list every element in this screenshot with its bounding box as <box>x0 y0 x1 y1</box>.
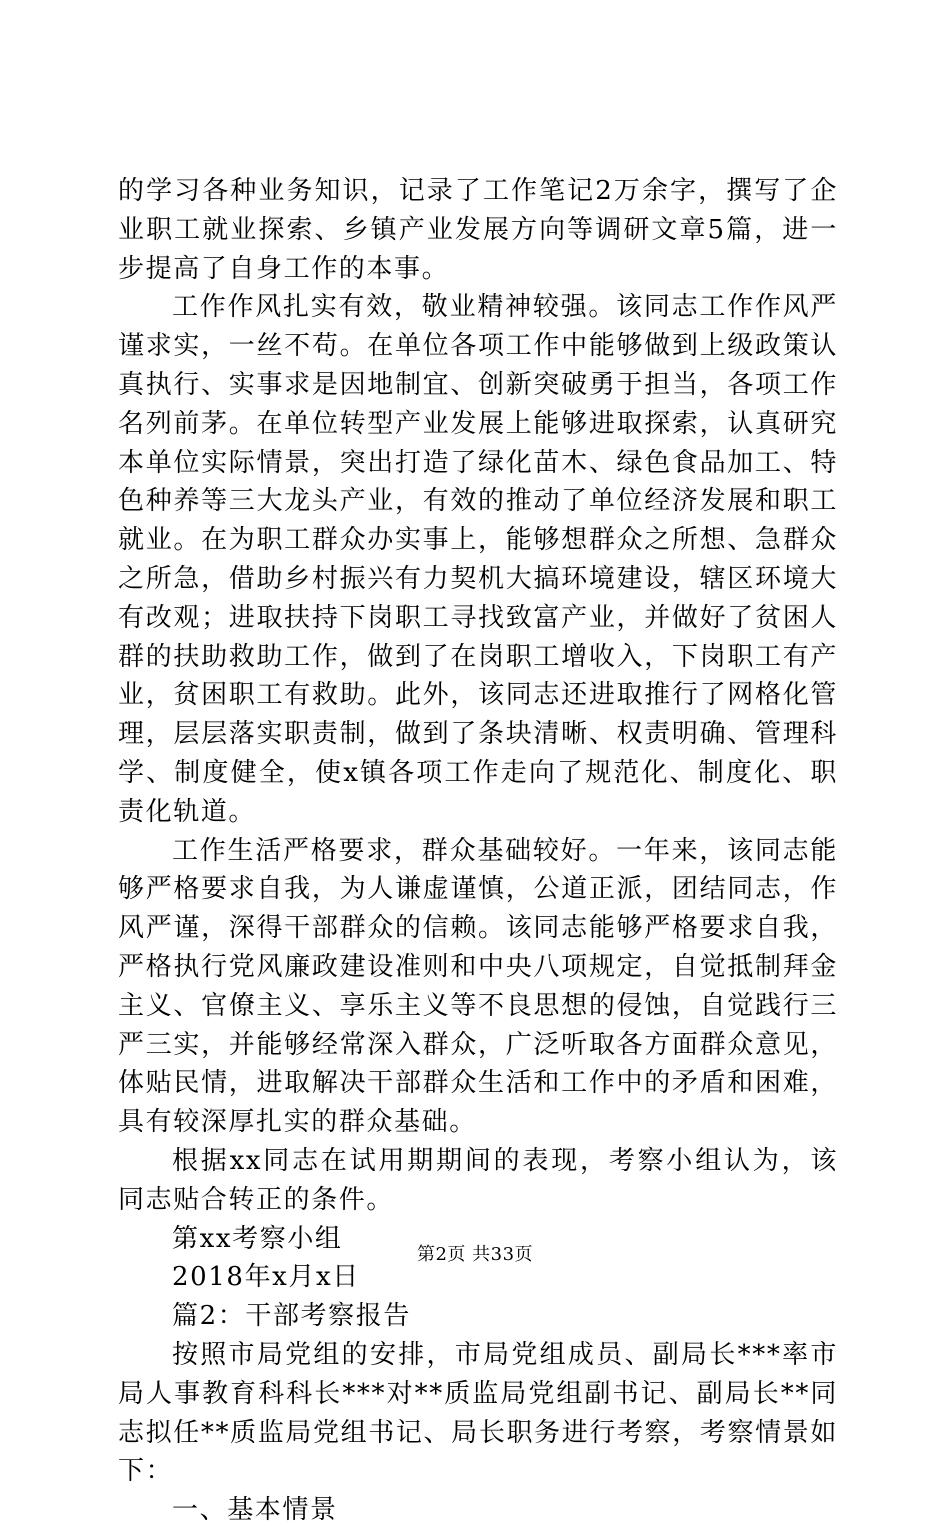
signature-group: 第xx考察小组 <box>172 1223 343 1254</box>
page-footer: 第2页 共33页 <box>416 1244 534 1265</box>
section-heading: 一、基本情景 <box>172 1495 338 1526</box>
signature-date: 2018年x月x日 <box>172 1262 360 1293</box>
section-title: 篇2：干部考察报告 <box>172 1301 411 1332</box>
paragraph-1: 的学习各种业务知识，记录了工作笔记2万余字，撰写了企业职工就业探索、乡镇产业发展方向等调研文章5篇，进一步提高了自身工作的本事。 <box>118 176 838 284</box>
paragraph-4: 根据xx同志在试用期期间的表现，考察小组认为，该同志贴合转正的条件。 <box>118 1145 838 1215</box>
paragraph-2: 工作作风扎实有效，敬业精神较强。该同志工作作风严谨求实，一丝不苟。在单位各项工作中能够做到上级政策认真执行、实事求是因地制宜、创新突破勇于担当，各项工作名列前茅。在单位转型产业发展上能够进取探索，认真研究本单位实际情景，突出打造了绿化苗木、绿色食品加工、特色种养等三大龙头产业，有效的推动了单位经济发展和职工就业。在为职工群众办实事上，能够想群众之所想、急群众之所急，借助乡村振兴有力契机大搞环境建设，辖区环境大有改观；进取扶持下岗职工寻找致富产业，并做好了贫困人群的扶助救助工作，做到了在岗职工增收入，下岗职工有产业，贫困职工有救助。此外，该同志还进取推行了网格化管理，层层落实职责制，做到了条块清晰、权责明确、管理科学、制度健全，使x镇各项工作走向了规范化、制度化、职责化轨道。 <box>118 292 838 827</box>
document-body <box>118 172 838 1530</box>
paragraph-5: 按照市局党组的安排，市局党组成员、副局长***率市局人事教育科科长***对**质监局党组副书记、副局长**同志拟任**质监局党组书记、局长职务进行考察，考察情景如下： <box>118 1339 838 1487</box>
paragraph-3: 工作生活严格要求，群众基础较好。一年来，该同志能够严格要求自我，为人谦虚谨慎，公道正派，团结同志，作风严谨，深得干部群众的信赖。该同志能够严格要求自我，严格执行党风廉政建设准则和中央八项规定，自觉抵制拜金主义、官僚主义、享乐主义等不良思想的侵蚀，自觉践行三严三实，并能够经常深入群众，广泛听取各方面群众意见，体贴民情，进取解决干部群众生活和工作中的矛盾和困难，具有较深厚扎实的群众基础。 <box>118 835 838 1138</box>
